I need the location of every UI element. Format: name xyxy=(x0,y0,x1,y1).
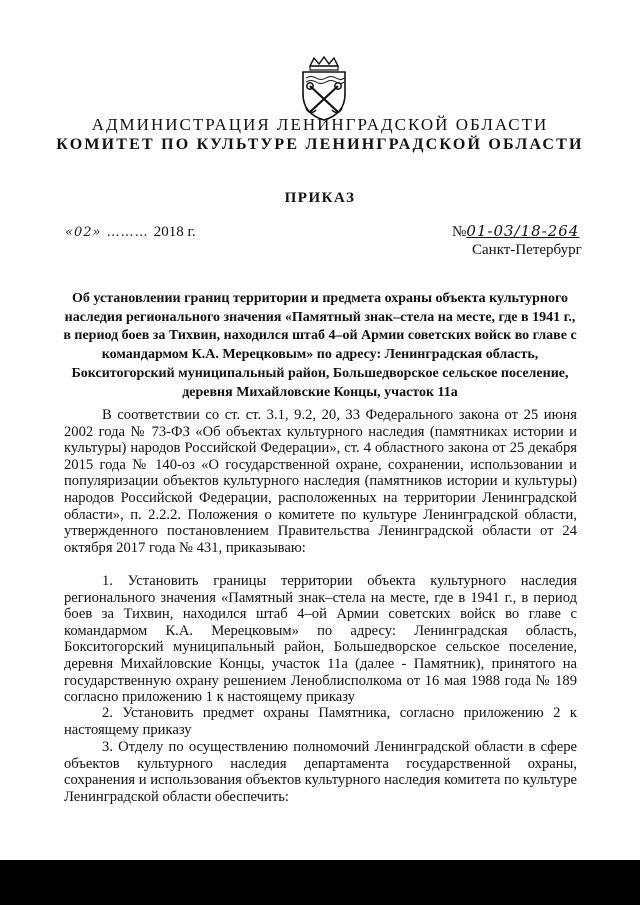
organization-line-1: АДМИНИСТРАЦИЯ ЛЕНИНГРАДСКОЙ ОБЛАСТИ xyxy=(91,115,549,134)
document-title: ПРИКАЗ xyxy=(284,190,356,206)
order-item-2: 2. Установить предмет охраны Памятника, согласно приложению 2 к настоящему приказу xyxy=(64,705,577,738)
order-date xyxy=(65,224,196,241)
order-subject: Об установлении границ территории и предмета охраны объекта культурного наследия регионального значения «Памятный знак–стела на месте, где в 1941 г., в период боев за Тихвин, находился штаб 4–ой Армии советских войск во главе с командармом К.А. Мерецковым» по адресу: Ленинградская область, Бокситогорский муниципальный район, Большедворское сельское поселение, деревня Михайловские Концы, участок 11а xyxy=(63,291,577,400)
organization-line-2: КОМИТЕТ ПО КУЛЬТУРЕ ЛЕНИНГРАДСКОЙ ОБЛАСТИ xyxy=(56,136,584,153)
handwritten-number: 01-03/18-264 xyxy=(466,222,580,240)
order-item-1: 1. Установить границы территории объекта культурного наследия регионального значения «Памятный знак–стела на месте, где в 1941 г., в период боев за Тихвин, находился штаб 4–ой Армии советских войск во главе с командармом К.А. Мерецковым» по адресу: Ленинградская область, Бокситогорский муниципальный район, Большедворское сельское поселение, деревня Михайловские Концы, участок 11а (далее - Памятник), принятого на государственную охрану решением Леноблисполкома от 16 мая 1988 года № 189 согласно приложению 1 к настоящему приказу xyxy=(64,573,577,706)
handwritten-date: «02» ……… xyxy=(65,225,154,240)
legal-basis-paragraph: В соответствии со ст. ст. 3.1, 9.2, 20, 33 Федерального закона от 25 июня 2002 года № 73-ФЗ «Об объектах культурного наследия (памятниках истории и культуры) народов Российской Федерации», ст. 4 областного закона от 25 декабря 2015 года № 140-оз «О государственной охране, сохранении, использовании и популяризации объектов культурного наследия (памятников истории и культуры) народов Российской Федерации, расположенных на территории Ленинградской области», п. 2.2.2. Положения о комитете по культуре Ленинградской области, утвержденного постановлением Правительства Ленинградской области от 24 октября 2017 года № 431, приказываю: xyxy=(64,407,577,556)
date-year: 2018 г. xyxy=(153,224,196,240)
order-number xyxy=(452,222,579,241)
scan-bottom-border xyxy=(0,860,640,905)
number-prefix: № xyxy=(452,224,467,240)
order-city: Санкт-Петербург xyxy=(472,242,582,258)
coat-of-arms-icon xyxy=(298,56,350,122)
order-item-3: 3. Отделу по осуществлению полномочий Ленинградской области в сфере объектов культурного наследия департамента государственной охраны, сохранения и использования объектов культурного наследия комитета по культуре Ленинградской области обеспечить: xyxy=(64,739,577,805)
